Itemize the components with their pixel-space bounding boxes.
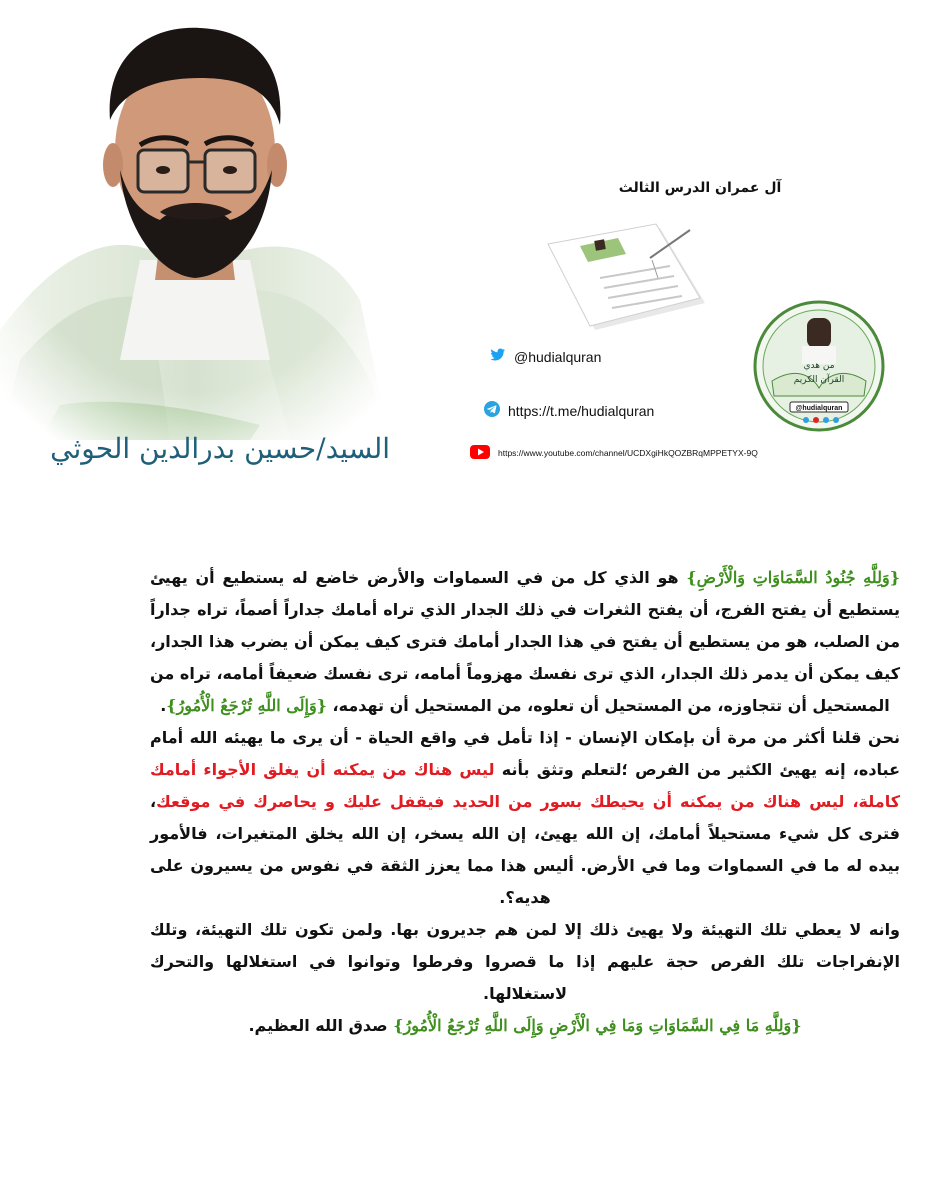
youtube-icon	[470, 445, 490, 461]
quran-verse: {وَلِلَّهِ مَا فِي السَّمَاوَاتِ وَمَا فِي الْأَرْضِ وَإِلَى اللَّهِ تُرْجَعُ الْأُمُورُ}	[393, 1016, 802, 1035]
quran-verse: {وَإِلَى اللَّهِ تُرْجَعُ الْأُمُورُ}	[166, 696, 327, 715]
twitter-row[interactable]	[490, 348, 601, 365]
paragraph-4	[150, 1010, 900, 1042]
paragraph-text: نحن قلنا أكثر من مرة أن بإمكان الإنسان - إذا تأمل في واقع الحياة - أن يرى ما يهيئه الله أمام عباده، إنه يهيئ الكثير من الفرص ؛لتعلم وتثق بأنه	[150, 728, 901, 779]
paragraph-text: ، فترى كل شيء مستحيلاً أمامك، إن الله يهيئ، إن الله يسخر، إن الله يخلق المتغيرات، فالأمور بيده له ما في السماوات وما في الأرض. أليس هذا مما يعزز الثقة في نفوس من يسيرون على هديه؟.	[150, 792, 900, 907]
name-caption: السيد/حسين بدرالدين الحوثي	[50, 432, 390, 465]
badge-line1: من هدي	[803, 361, 835, 371]
portrait-photo	[0, 0, 390, 440]
paragraph-2	[150, 722, 900, 914]
youtube-row[interactable]	[470, 445, 758, 461]
badge-line2: القرآن الكريم	[793, 375, 845, 385]
paragraph-text: وانه لا يعطي تلك التهيئة ولا يهيئ ذلك إلا لمن هم جديرون بها. ولمن تكون تلك التهيئة، وتلك الإنفراجات تلك الفرص حجة عليهم إذا ما قصروا وفرطوا وتوانوا في استغلالها والتحرك لاستغلالها.	[150, 920, 900, 1003]
telegram-link[interactable]: https://t.me/hudialquran	[508, 402, 655, 419]
twitter-handle[interactable]: @hudialquran	[514, 348, 602, 365]
lesson-paper-thumbnail	[540, 218, 710, 338]
lesson-body-text	[150, 562, 900, 1042]
paragraph-3	[150, 914, 900, 1010]
quran-verse: {وَلِلَّهِ جُنُودُ السَّمَاوَاتِ وَالْأَرْضِ}	[686, 568, 900, 587]
emphasis-text: ليس هناك من يمكنه أن يغلق الأجواء أمامك كاملة، ليس هناك من يمكنه أن يحيطك بسور من الحديد فيقفل عليك و يحاصرك في موقعك	[150, 760, 900, 811]
paragraph-text: .	[160, 696, 167, 715]
lesson-title: آل عمران الدرس الثالث	[618, 180, 782, 196]
paragraph-1	[150, 562, 900, 722]
twitter-icon	[490, 348, 506, 365]
paragraph-text: صدق الله العظيم.	[248, 1016, 394, 1035]
telegram-icon	[484, 401, 500, 420]
badge-handle: @hudialquran	[795, 405, 843, 412]
telegram-row[interactable]	[484, 401, 654, 420]
hudialquran-badge-logo	[752, 296, 886, 436]
youtube-link[interactable]: https://www.youtube.com/channel/UCDXgiHkQOZBRqMPPETYX-9Q	[498, 448, 758, 458]
paragraph-text: هو الذي كل من في السماوات والأرض خاضع له يستطيع أن يهيئ يستطيع أن يفتح الفرج، أن يفتح الثغرات في ذلك الجدار الذي تراه أمامك جداراً أصماً، تراه جداراً من الصلب، هو من يستطيع أن يفتح في هذا الجدار أمامك فترى كيف يمكن أن يضرب هذا الجدار، كيف يمكن أن يدمر ذلك الجدار، الذي ترى نفسك مهزوماً أمامه، ترى نفسك ضعيفاً أمامه، تراه من المستحيل أن تتجاوزه، من المستحيل أن تعلوه، من المستحيل أن تهدمه،	[150, 568, 900, 715]
